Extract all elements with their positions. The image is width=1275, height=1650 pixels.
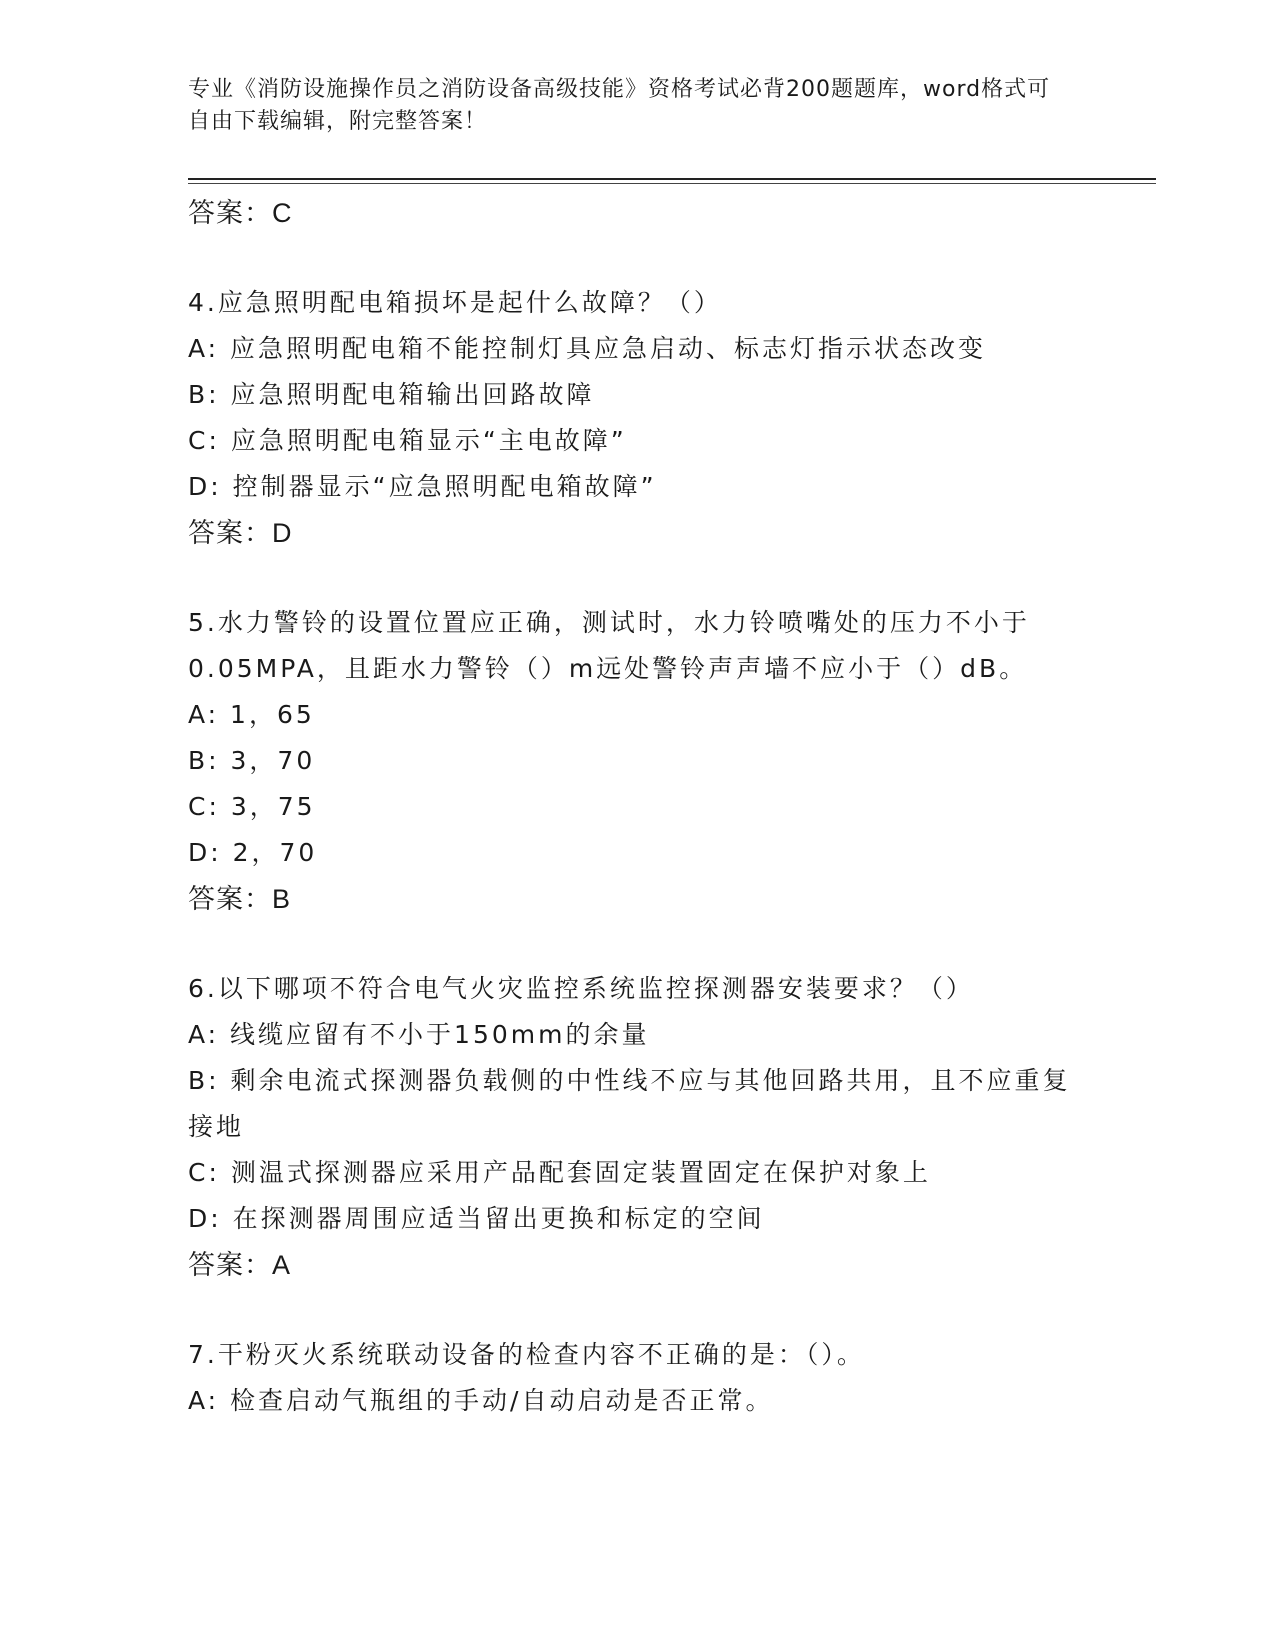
question-content (188, 190, 1088, 1424)
question-stem: 6.以下哪项不符合电气火灾监控系统监控探测器安装要求？（） (188, 974, 974, 1003)
option-c: C: 应急照明配电箱显示“主电故障” (188, 426, 627, 455)
answer-line (188, 510, 1088, 556)
question-stem: 4.应急照明配电箱损坏是起什么故障？（） (188, 288, 722, 317)
answer-value: D (272, 518, 293, 548)
option-a: A: 线缆应留有不小于150mm的余量 (188, 1020, 650, 1049)
answer-line (188, 1242, 1088, 1288)
option-d: D: 控制器显示“应急照明配电箱故障” (188, 472, 657, 501)
answer-prefix: 答案： (188, 518, 272, 548)
spacer (188, 556, 1088, 600)
header-divider-thin (188, 183, 1156, 184)
spacer (188, 1288, 1088, 1332)
option-a: A: 应急照明配电箱不能控制灯具应急启动、标志灯指示状态改变 (188, 334, 987, 363)
question-block (188, 600, 1088, 922)
option-a: A: 1，65 (188, 700, 315, 729)
question-block (188, 966, 1088, 1288)
answer-value: B (272, 884, 292, 914)
option-b: B: 应急照明配电箱输出回路故障 (188, 380, 595, 409)
answer-value: A (272, 1250, 292, 1280)
answer-value: C (272, 198, 293, 228)
answer-prefix: 答案： (188, 884, 272, 914)
option-c: C: 测温式探测器应采用产品配套固定装置固定在保护对象上 (188, 1158, 931, 1187)
question-block (188, 1332, 1088, 1424)
option-c: C: 3，75 (188, 792, 316, 821)
option-a: A: 检查启动气瓶组的手动/自动启动是否正常。 (188, 1386, 774, 1415)
document-header (188, 74, 1068, 138)
spacer (188, 236, 1088, 280)
answer-prefix: 答案： (188, 1250, 272, 1280)
answer-line (188, 876, 1088, 922)
header-divider-thick (188, 178, 1156, 180)
option-d: D: 2，70 (188, 838, 318, 867)
answer-line (188, 190, 1088, 236)
header-text: 专业《消防设施操作员之消防设备高级技能》资格考试必背200题题库，word格式可自由下载编辑，附完整答案！ (188, 77, 1051, 134)
option-d: D: 在探测器周围应适当留出更换和标定的空间 (188, 1204, 765, 1233)
question-block (188, 280, 1088, 556)
answer-prefix: 答案： (188, 198, 272, 228)
question-stem: 5.水力警铃的设置位置应正确，测试时，水力铃喷嘴处的压力不小于0.05MPA，且距水力警铃（）m远处警铃声声墙不应小于（）dB。 (188, 608, 1030, 683)
spacer (188, 922, 1088, 966)
option-b: B: 3，70 (188, 746, 316, 775)
question-stem: 7.干粉灭火系统联动设备的检查内容不正确的是：（）。 (188, 1340, 865, 1369)
option-b: B: 剩余电流式探测器负载侧的中性线不应与其他回路共用，且不应重复接地 (188, 1066, 1071, 1141)
